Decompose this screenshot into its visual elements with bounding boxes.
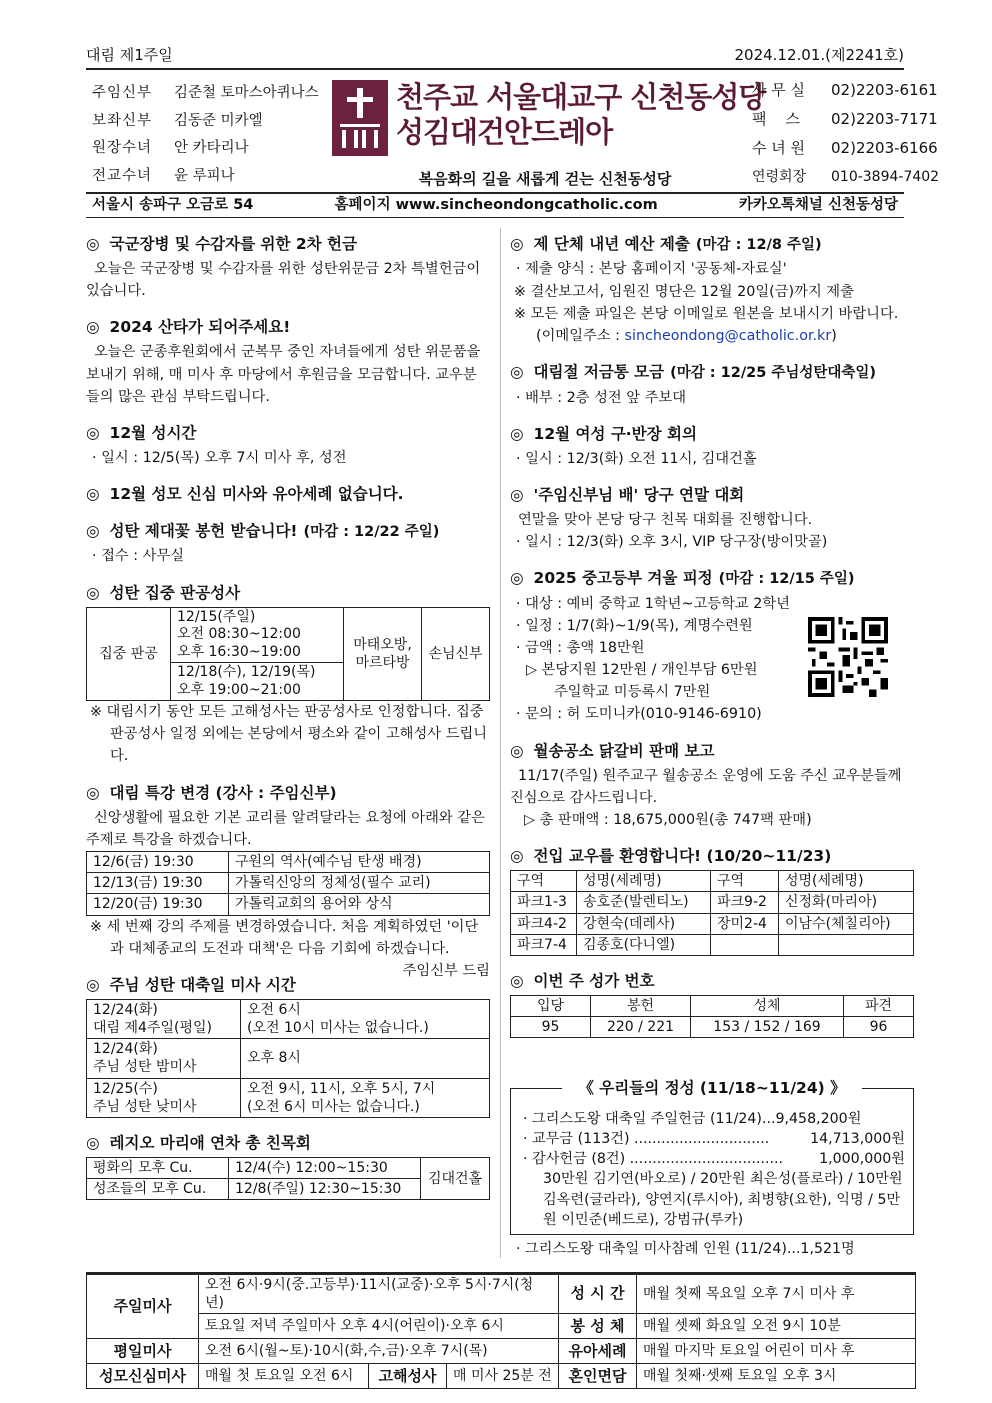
table-row: 12/24(화) 대림 제4주일(평일) 오전 6시 (오전 10시 미사는 없습니다.) (87, 999, 490, 1038)
bullet: · 일시 : 12/3(화) 오전 11시, 김대건홀 (516, 450, 757, 467)
section-title: ◎ 12월 성시간 (86, 423, 197, 442)
email-line: (이메일주소 : sincheondong@catholic.or.kr) (536, 327, 837, 344)
table-row: 파크4-2 강현숙(데레사) 장미2-4 이남수(체칠리아) (511, 913, 914, 934)
table-row: 성조들의 모후 Cu. 12/8(주일) 12:30~15:30 (87, 1179, 490, 1200)
bullet: · 접수 : 사무실 (92, 548, 185, 565)
clergy-row: 보좌신부 김동준 미카엘 (92, 112, 263, 129)
note: ※ 모든 제출 파일은 본당 이메일로 원본을 보내시기 바랍니다. (514, 305, 899, 322)
table-row: 12/24(화) 주님 성탄 밤미사 오후 8시 (87, 1039, 490, 1078)
contact-row: 사 무 실 02)2203-6161 (752, 80, 938, 99)
contact-row: 수 녀 원 02)2203-6166 (752, 138, 938, 157)
issue-date: 2024.12.01.(제2241호) (734, 45, 904, 64)
clergy-list (92, 80, 332, 190)
offering-donors: 30만원 김기연(바오로) / 20만원 최은성(플로라) / 10만원 김옥련(글라라), 양연지(루시아), 최병향(요한), 익명 / 5만원 이민준(베드로), 강범규(루카) (543, 1171, 903, 1228)
section-title: ◎ 이번 주 성가 번호 (510, 971, 655, 990)
table-row: 파크1-3 송호준(발렌티노) 파크9-2 신정화(마리아) (511, 892, 914, 913)
section-title: ◎ 12월 여성 구·반장 회의 (510, 424, 697, 443)
bullet: ▷ 총 판매액 : 18,675,000원(총 747팩 판매) (524, 811, 812, 828)
section-title: ◎ 2024 산타가 되어주세요! (86, 318, 291, 337)
section-title: ◎ 주님 성탄 대축일 미사 시간 (86, 975, 296, 994)
lecture-table (86, 851, 490, 916)
offering-title: 《 우리들의 정성 (11/18~11/24) 》 (562, 1078, 862, 1098)
bullet: · 문의 : 허 도미니카(010-9146-6910) (516, 706, 762, 723)
note: ※ 대림시기 동안 모든 고해성사는 판공성사로 인정합니다. 집중 판공성사 일정 외에는 본당에서 평소와 같이 고해성사 드립니다. (90, 704, 488, 765)
section-title: ◎ 성탄 집중 판공성사 (86, 583, 241, 602)
section-title: ◎ 국군장병 및 수감자를 위한 2차 헌금 (86, 235, 357, 253)
kakao-channel: 카카오톡채널 신천동성당 (738, 197, 898, 214)
email-link[interactable]: sincheondong@catholic.or.kr (624, 327, 832, 344)
section-title: ◎ 대림절 저금통 모금 (마감 : 12/25 주님성탄대축일) (510, 363, 877, 382)
attendance-line: · 그리스도왕 대축일 미사참례 인원 (11/24)...1,521명 (516, 1241, 855, 1257)
table-row: 95 220 / 221 153 / 152 / 169 96 (511, 1017, 914, 1038)
liturgical-week: 대림 제1주일 (86, 45, 173, 64)
table-row: 평화의 모후 Cu. 12/4(수) 12:00~15:30 김대건홀 (87, 1157, 490, 1178)
parish-slogan: 복음화의 길을 새롭게 걷는 신천동성당 (418, 170, 672, 188)
section-title: ◎ 월송공소 닭갈비 판매 보고 (510, 741, 715, 760)
table-row: 주일미사 오전 6시·9시(중.고등부)·11시(교중)·오후 5시·7시(청년) 성 시 간 매월 첫째 목요일 오후 7시 미사 후 (87, 1275, 916, 1314)
clergy-row: 원장수녀 안 카타리나 (92, 140, 249, 157)
parish-title: 천주교 서울대교구 신천동성당 성김대건안드레아 (396, 80, 766, 149)
bullet: · 일정 : 1/7(화)~1/9(목), 계명수련원 (516, 617, 753, 634)
note: ※ 결산보고서, 임원진 명단은 12월 20일(금)까지 제출 (514, 283, 854, 300)
section-title: ◎ '주임신부님 배' 당구 연말 대회 (510, 485, 745, 504)
table-row: 평일미사 오전 6시(월~토)·10시(화,수,금)·오후 7시(목) 유아세례 매월 마지막 토요일 어린이 미사 후 (87, 1339, 916, 1364)
clergy-row: 전교수녀 윤 루피나 (92, 167, 235, 184)
mass-schedule (86, 1272, 916, 1389)
address-bar (86, 192, 904, 218)
section-title: ◎ 전입 교우를 환영합니다! (10/20~11/23) (510, 847, 832, 866)
clergy-row: 주임신부 김준철 토마스아퀴나스 (92, 85, 319, 102)
section-title: ◎ 대림 특강 변경 (강사 : 주임신부) (86, 783, 337, 802)
right-column (510, 232, 914, 1038)
table-row: 12/20(금) 19:30 가톨릭교회의 용어와 상식 (87, 894, 490, 915)
section-title: ◎ 2025 중고등부 겨울 피정 (마감 : 12/15 주일) (510, 569, 855, 588)
bullet: · 배부 : 2층 성전 앞 주보대 (516, 389, 687, 406)
section-body: 신앙생활에 필요한 기본 교리를 알려달라는 요청에 아래와 같은 주제로 특강을 하겠습니다. (86, 809, 485, 848)
bullet: · 금액 : 총액 18만원 (516, 640, 645, 656)
church-logo-icon (332, 80, 388, 156)
table-row: 파크7-4 김종호(다니엘) (511, 934, 914, 955)
section-body: 오늘은 군종후원회에서 군복무 중인 자녀들에게 성탄 위문품을 보내기 위해, 매 미사 후 마당에서 후원금을 모금합니다. 교우분들의 많은 관심 부탁드립니다. (86, 344, 481, 405)
section-title: ◎ 성탄 제대꽃 봉헌 받습니다! (마감 : 12/22 주일) (86, 522, 440, 540)
contact-list (752, 76, 939, 192)
table-row: 12/6(금) 19:30 구원의 역사(예수님 탄생 배경) (87, 851, 490, 872)
table-row: 12/13(금) 19:30 가톨릭신앙의 정체성(필수 교리) (87, 873, 490, 894)
note: ※ 세 번째 강의 주제를 변경하였습니다. 처음 계획하였던 '이단과 대체종교의 도전과 대책'은 다음 기회에 하겠습니다. 주임신부 드림 (90, 918, 490, 979)
christmas-mass-table (86, 999, 490, 1118)
hymn-table (510, 995, 914, 1038)
newcomer-table (510, 870, 914, 956)
section-title: ◎ 레지오 마리애 연차 총 친목회 (86, 1133, 311, 1152)
offering-line: · 교무금 (113건) .............................. 14,713,000원 (523, 1131, 905, 1148)
section-body: 11/17(주일) 원주교구 월송공소 운영에 도움 주신 교우분들께 진심으로 감사드립니다. (510, 767, 902, 806)
table-row: 입당 봉헌 성체 파견 (511, 995, 914, 1016)
contact-row: 연령회장 010-3894-7402 (752, 169, 940, 186)
bullet: · 제출 양식 : 본당 홈페이지 '공동체-자료실' (516, 261, 787, 278)
bullet: · 일시 : 12/5(목) 오후 7시 미사 후, 성전 (92, 449, 347, 466)
column-divider (500, 228, 501, 1258)
table-row: 성모신심미사 매월 첫 토요일 오전 6시 고해성사 매 미사 25분 전 혼인면담 매월 첫째·셋째 토요일 오후 3시 (87, 1364, 916, 1389)
header-bar (86, 44, 904, 70)
left-column (86, 232, 490, 1200)
table-row: 토요일 저녁 주일미사 오후 4시(어린이)·오후 6시 봉 성 체 매월 셋째 화요일 오전 9시 10분 (87, 1314, 916, 1339)
section-title: ◎ 12월 성모 신심 미사와 유아세례 없습니다. (86, 484, 404, 503)
offering-box (510, 1088, 914, 1235)
homepage-link[interactable]: 홈페이지 www.sincheondongcatholic.com (334, 197, 658, 214)
contact-row: 팩 스 02)2203-7171 (752, 109, 938, 128)
confession-table: 집중 판공 12/15(주일) 오전 08:30~12:00 오후 16:30~19:00 마태오방, 마르타방 손님신부 12/18(수), 12/19(목) 오후 19:00~21:00 (86, 607, 490, 702)
section-title: ◎ 제 단체 내년 예산 제출 (마감 : 12/8 주일) (510, 235, 822, 253)
bullet: 주일학교 미등록시 7만원 (554, 684, 711, 701)
section-body: 오늘은 국군장병 및 수감자를 위한 성탄위문금 2차 특별헌금이 있습니다. (86, 261, 481, 300)
legio-table (86, 1157, 490, 1200)
bullet: · 일시 : 12/3(화) 오후 3시, VIP 당구장(방이맛골) (516, 534, 828, 551)
table-row: 12/25(수) 주님 성탄 낮미사 오전 9시, 11시, 오후 5시, 7시 (오전 6시 미사는 없습니다.) (87, 1078, 490, 1117)
offering-line: · 감사헌금 (8건) .................................. 1,000,000원 (523, 1151, 905, 1168)
qr-code-icon[interactable] (808, 617, 888, 697)
offering-line: · 그리스도왕 대축일 주일헌금 (11/24)...9,458,200원 (523, 1111, 862, 1127)
retreat-details (510, 593, 914, 726)
address: 서울시 송파구 오금로 54 (92, 197, 254, 214)
bullet: · 대상 : 예비 중학교 1학년~고등학교 2학년 (516, 595, 790, 612)
table-row: 구역 성명(세례명) 구역 성명(세례명) (511, 871, 914, 892)
bullet: ▷ 본당지원 12만원 / 개인부담 6만원 (526, 662, 758, 679)
section-body: 연말을 맞아 본당 당구 친목 대회를 진행합니다. (518, 511, 813, 528)
